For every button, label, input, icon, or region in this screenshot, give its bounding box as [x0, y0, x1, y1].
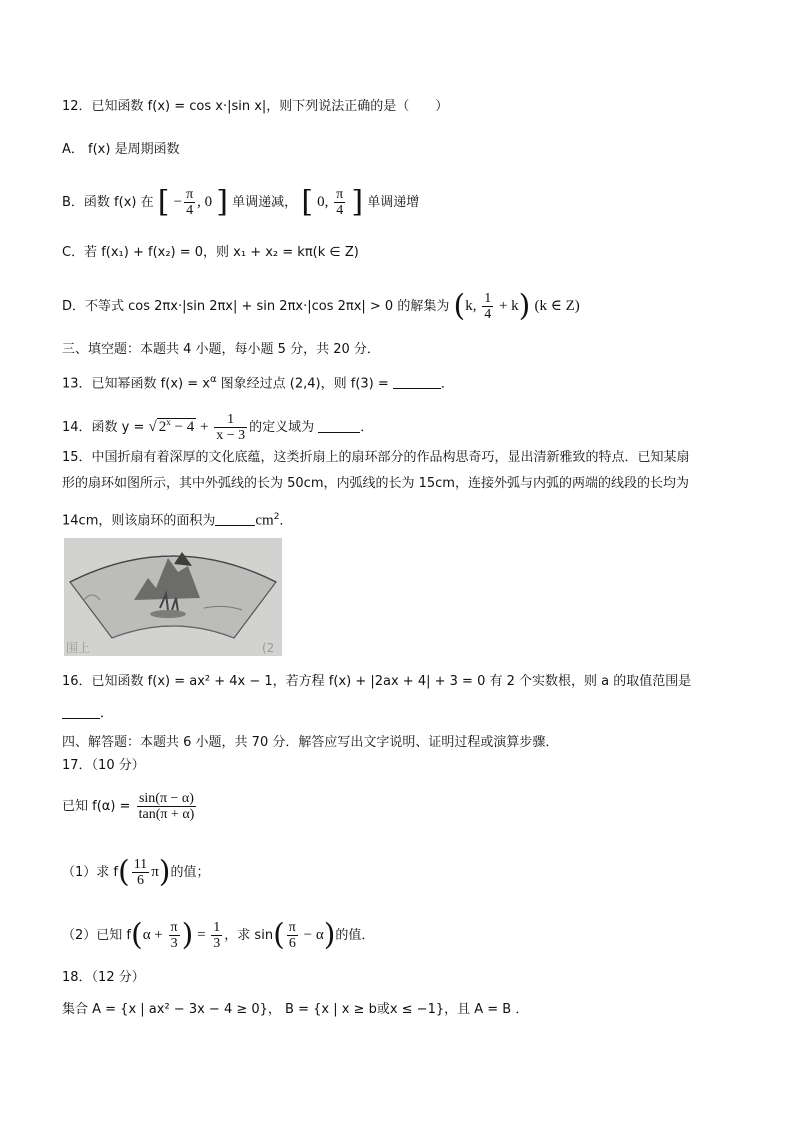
q15-unit-sup: 2: [273, 512, 280, 522]
q17-p2-sin-frac: $\frac{\pi}{6}$: [288, 920, 296, 951]
q18-text: 集合 A = {x | ax² − 3x − 4 ≥ 0}， B = {x | x ≥ b或x ≤ −1}，且 A = B ．: [62, 1002, 529, 1017]
q15-line-1: 15．中国折扇有着深厚的文化底蕴，这类折扇上的扇环部分的作品构思奇巧，显出清新雅致的特点．已知某扇: [62, 450, 690, 465]
q17-header: 17．（10 分）: [62, 758, 145, 773]
q14-end: ．: [360, 420, 374, 435]
q13-answer-blank[interactable]: [393, 374, 441, 389]
q14-answer-blank[interactable]: [318, 418, 360, 433]
q12-d-post: + k: [495, 298, 519, 314]
q17-p2-eq: =: [193, 927, 210, 943]
q12-d-frac: $\frac{1}{4}$: [484, 291, 492, 322]
bracket-close: ]: [216, 184, 229, 220]
sqrt-sign: √: [148, 419, 157, 435]
q12-option-a: A． f(x) 是周期函数: [62, 142, 180, 157]
paren-open: (: [130, 917, 143, 953]
q17-part-1: [62, 852, 210, 892]
paren-open-2: (: [273, 917, 285, 953]
fan-ring-figure: [64, 538, 282, 656]
q15-line-3: [62, 507, 292, 531]
q15-answer-blank[interactable]: [215, 511, 255, 526]
fan-illustration: [64, 538, 282, 656]
q17-p2-alpha: α +: [142, 927, 167, 943]
q14-frac: $\frac{1}{x - 3}$: [216, 412, 246, 443]
q17-p2-rhs: $\frac{1}{3}$: [213, 920, 221, 951]
section-3-heading: 三、填空题：本题共 4 小题，每小题 5 分，共 20 分．: [62, 342, 380, 357]
q12-b-minus: −: [173, 194, 183, 210]
q15-pre: 14cm，则该扇环的面积为: [62, 513, 216, 529]
q17-p2-frac: $\frac{\pi}{3}$: [170, 920, 178, 951]
q17-p1-frac: $\frac{11}{6}$: [133, 857, 148, 888]
q15-end: ．: [279, 513, 293, 529]
q17-part-2: [62, 915, 374, 955]
q18-header: 18．（12 分）: [62, 970, 145, 985]
q14-plus: +: [196, 419, 213, 435]
q14-radicand: $2^x - 4$: [158, 417, 195, 435]
q14-post: 的定义域为: [249, 420, 315, 435]
q14: [62, 402, 373, 442]
q17-p1-post: 的值；: [170, 865, 210, 880]
q16-answer-blank[interactable]: [62, 704, 100, 719]
q12-b-int1-end: , 0: [197, 194, 213, 210]
q13-post: 图象经过点 (2,4)，则 f(3) =: [216, 376, 389, 392]
q16-end: ．: [100, 706, 114, 721]
paren-open: (: [453, 288, 466, 324]
q12-b-frac2: $\frac{\pi}{4}$: [336, 187, 344, 218]
q13-end: ．: [440, 376, 454, 392]
q12-d-k: k,: [465, 298, 481, 314]
section-4-heading: 四、解答题：本题共 6 小题，共 70 分．解答应写出文字说明、证明过程或演算步骤．: [62, 735, 559, 750]
q16: 16．已知函数 f(x) = ax² + 4x − 1，若方程 f(x) + |2ax + 4| + 3 = 0 有 2 个实数根，则 a 的取值范围是: [62, 674, 692, 689]
island-shape: [150, 610, 186, 618]
q12-option-d: [62, 289, 580, 323]
paren-open: (: [117, 854, 130, 890]
q12-b-pre: B．函数 f(x) 在: [62, 195, 154, 210]
q17-p2-post: 的值．: [335, 928, 375, 943]
q15-line-2: 形的扇环如图所示，其中外弧线的长为 50cm，内弧线的长为 15cm，连接外弧与内弧的两端的线段的长均为: [62, 476, 689, 491]
paren-close: ): [181, 917, 194, 953]
figure-label-right: (2: [262, 641, 275, 655]
q17-frac: $\frac{\sin(\pi - \alpha)}{\tan(\pi + \alpha)}$: [138, 791, 195, 822]
q12-b-int2-start: 0,: [317, 194, 333, 210]
q12-d-tail: (k ∈ Z): [534, 298, 580, 314]
q13-sup: α: [209, 374, 217, 385]
bracket-open: [: [157, 184, 170, 220]
q17-p1-pre: （1）求 f: [62, 865, 118, 880]
q12-b-mid: 单调递减，: [232, 195, 298, 210]
q13-pre: 13．已知幂函数 f(x) = x: [62, 376, 210, 392]
q17-p2-pre: （2）已知 f: [62, 928, 131, 943]
bracket-open-2: [: [301, 184, 314, 220]
q17-given-pre: 已知 f(α) =: [62, 799, 131, 814]
paren-close: ): [518, 288, 531, 324]
q12-option-b: [62, 185, 419, 219]
paren-close: ): [158, 854, 171, 890]
q15-unit: cm: [255, 512, 274, 529]
bracket-close-2: ]: [351, 184, 364, 220]
q12-d-pre: D．不等式 cos 2πx·|sin 2πx| + sin 2πx·|cos 2πx| > 0 的解集为: [62, 299, 450, 314]
q17-p1-pi: π: [151, 864, 159, 880]
q12-b-frac1: $\frac{\pi}{4}$: [186, 187, 194, 218]
q12-b-post: 单调递增: [367, 195, 420, 210]
q13: [62, 370, 454, 394]
q16-answer-line: [62, 704, 113, 724]
paren-close-2: ): [323, 917, 336, 953]
q17-p2-salpha: − α: [299, 927, 324, 943]
q12-stem: 12．已知函数 f(x) = cos x·|sin x|，则下列说法正确的是（ ）: [62, 99, 449, 114]
q12-option-c: C．若 f(x₁) + f(x₂) = 0，则 x₁ + x₂ = kπ(k ∈ Z): [62, 245, 359, 260]
q17-p2-mid: ，求 sin: [224, 928, 274, 943]
q17-given: [62, 785, 198, 829]
q14-pre: 14．函数 y =: [62, 420, 145, 435]
figure-label-left: 围上: [66, 641, 91, 655]
